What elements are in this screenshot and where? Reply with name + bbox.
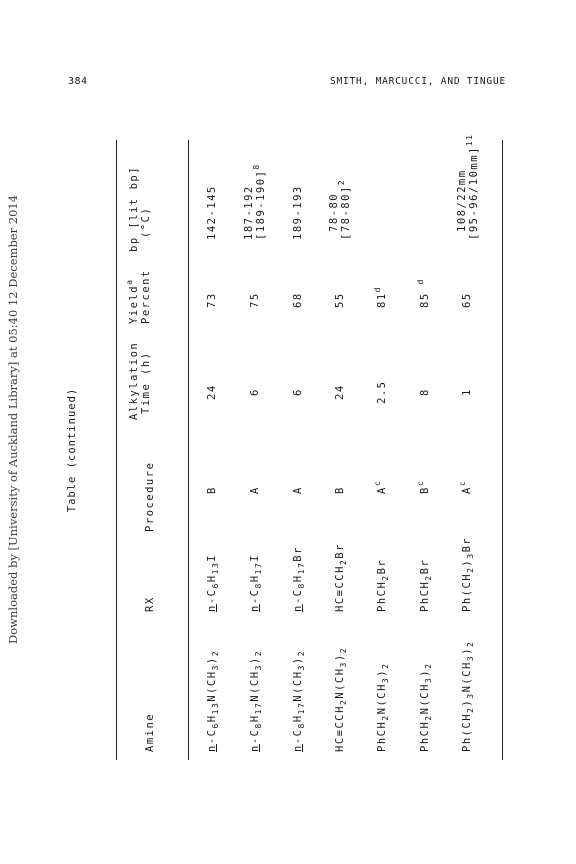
- table-cell-amine: $n-C_6H_{13}N(CH_3)_2$: [206, 649, 220, 752]
- table-cell-rx: $HC\equiv CCH_2Br$: [334, 543, 348, 612]
- running-head: SMITH, MARCUCCI, AND TINGUE: [329, 76, 506, 87]
- column-header-alkylation-time: [128, 342, 152, 420]
- table-cell-rx: $n-C_8H_{17}I$: [249, 553, 263, 612]
- table-cell-procedure: A: [249, 486, 261, 494]
- table-header-rule: [188, 140, 189, 760]
- table-caption: Table (continued): [66, 387, 78, 513]
- table-cell-procedure: $A^c$: [373, 479, 388, 494]
- column-header-rx: RX: [144, 596, 156, 612]
- column-header-yield-line2: Percent: [140, 269, 152, 324]
- table-cell-bp: [243, 163, 267, 240]
- column-header-bp-line1: bp [lit bp]: [128, 165, 140, 252]
- table-cell-amine: $n-C_8H_{17}N(CH_3)_2$: [292, 649, 306, 752]
- table-cell-time: 6: [292, 388, 304, 396]
- bp-literature-value: $[189-190]^8$: [252, 163, 267, 240]
- table-cell-yield: 55: [334, 292, 346, 308]
- table-top-rule: [116, 140, 117, 760]
- table-cell-amine: $PhCH_2N(CH_3)_2$: [419, 662, 433, 752]
- table-cell-yield: 81$^d$: [373, 286, 388, 308]
- page-number: 384: [68, 76, 88, 87]
- bp-value: 108/22mm: [456, 169, 468, 232]
- table-cell-amine: $n-C_8H_{17}N(CH_3)_2$: [249, 649, 263, 752]
- table-cell-amine: $PhCH_2N(CH_3)_2$: [376, 662, 390, 752]
- table-cell-time: 2.5: [376, 380, 388, 404]
- column-header-yield: [125, 269, 152, 324]
- table-cell-bp: 142-145: [206, 185, 218, 240]
- table-cell-amine: $Ph(CH_2)_3N(CH_3)_2$: [461, 640, 475, 752]
- table-cell-rx: PhCH$_2$Br: [376, 558, 390, 612]
- table-cell-time: 1: [461, 388, 473, 396]
- table-cell-bp: [328, 178, 352, 240]
- column-header-bp: [128, 166, 152, 252]
- table-cell-yield: 68: [292, 292, 304, 308]
- column-header-alkylation-line2: Time (h): [140, 351, 152, 414]
- table-cell-bp: [456, 134, 480, 241]
- column-header-procedure: Procedure: [144, 461, 156, 532]
- bp-value: 78-80: [328, 192, 340, 232]
- bp-value: 187-192: [243, 185, 255, 240]
- table-cell-rx: $n-C_8H_{17}Br$: [292, 546, 306, 612]
- bp-literature-value: $[95-96/10mm]^{11}$: [465, 133, 480, 240]
- table-cell-procedure: B: [334, 486, 346, 494]
- table-cell-bp: 189-193: [292, 185, 304, 240]
- table-cell-time: 6: [249, 388, 261, 396]
- bp-literature-value: $[78-80]^2$: [337, 178, 352, 240]
- table-cell-yield: 75: [249, 292, 261, 308]
- table-cell-rx: $Ph(CH_2)_3Br$: [461, 536, 475, 612]
- table-cell-rx: $n-C_6H_{13}I$: [206, 553, 220, 612]
- column-header-yield-line1: Yield$^a$: [125, 278, 140, 324]
- table-cell-rx: PhCH$_2$Br: [419, 558, 433, 612]
- column-header-bp-line2: (°C): [140, 206, 152, 238]
- table-cell-procedure: A: [292, 486, 304, 494]
- column-header-amine: Amine: [144, 712, 156, 752]
- table-cell-time: 24: [334, 384, 346, 400]
- table-cell-yield: 65: [461, 292, 473, 308]
- table-cell-amine: $HC\equiv CCH_2N(CH_3)_2$: [334, 646, 348, 752]
- table-cell-procedure: $B^c$: [416, 479, 431, 494]
- table-cell-yield: 85 $^d$: [416, 278, 431, 308]
- table-cell-procedure: $A^c$: [458, 479, 473, 494]
- table-cell-time: 8: [419, 388, 431, 396]
- rotated-data-table: [66, 133, 506, 760]
- column-header-alkylation-line1: Alkylation: [128, 341, 140, 420]
- yield-footnote-mark: a: [125, 278, 134, 285]
- download-watermark: Downloaded by [University of Auckland Library] at 05:40 12 December 2014: [6, 194, 20, 644]
- table-bottom-rule: [502, 140, 503, 760]
- table-cell-yield: 73: [206, 292, 218, 308]
- table-cell-time: 24: [206, 384, 218, 400]
- table-cell-procedure: B: [206, 486, 218, 494]
